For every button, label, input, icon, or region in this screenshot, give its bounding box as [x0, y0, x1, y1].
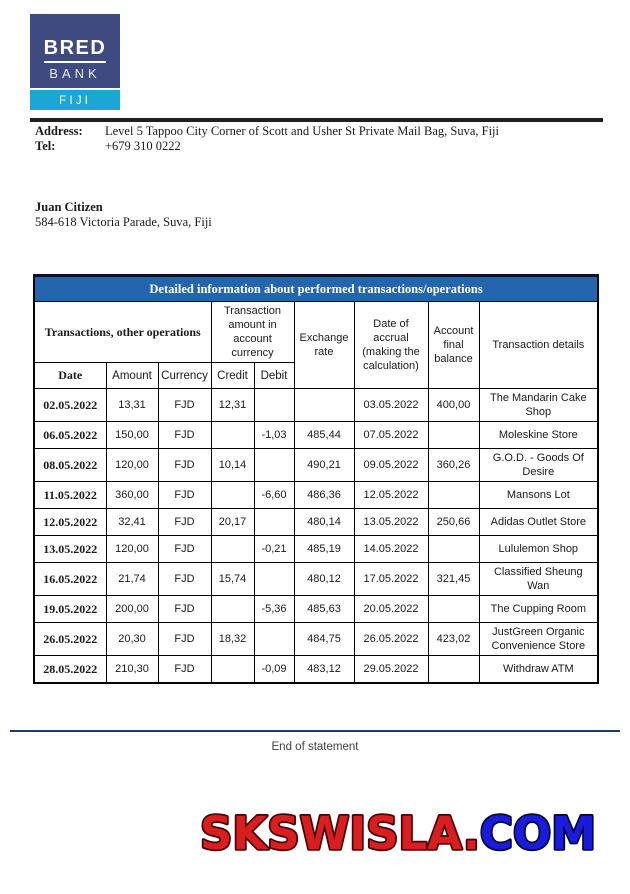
logo-brand-text: BRED [44, 38, 107, 63]
cell-final-balance [428, 422, 479, 449]
cell-date: 06.05.2022 [34, 422, 106, 449]
cell-currency: FJD [158, 536, 211, 563]
transaction-row [34, 389, 598, 422]
cell-date: 08.05.2022 [34, 449, 106, 482]
cell-debit: -6,60 [254, 482, 294, 509]
header-final-balance: Account final balance [428, 302, 479, 389]
cell-transaction-details: Mansons Lot [479, 482, 598, 509]
header-amount: Amount [106, 363, 158, 389]
cell-accrual-date: 17.05.2022 [354, 563, 428, 596]
logo-bank-text: BANK [49, 66, 101, 81]
group-header-row [34, 302, 598, 363]
cell-accrual-date: 13.05.2022 [354, 509, 428, 536]
logo-region-bar: FIJI [30, 90, 120, 110]
cell-credit [211, 656, 254, 683]
cell-currency: FJD [158, 656, 211, 683]
header-credit: Credit [211, 363, 254, 389]
transactions-body [34, 389, 598, 683]
header-divider-line [30, 118, 603, 122]
transaction-row [34, 563, 598, 596]
cell-exchange-rate: 480,14 [294, 509, 354, 536]
cell-final-balance: 360,26 [428, 449, 479, 482]
cell-transaction-details: Lululemon Shop [479, 536, 598, 563]
cell-date: 11.05.2022 [34, 482, 106, 509]
cell-amount: 150,00 [106, 422, 158, 449]
customer-block [35, 200, 212, 230]
cell-credit [211, 422, 254, 449]
cell-credit: 10,14 [211, 449, 254, 482]
cell-debit: -5,36 [254, 596, 294, 623]
cell-accrual-date: 20.05.2022 [354, 596, 428, 623]
cell-amount: 210,30 [106, 656, 158, 683]
cell-final-balance: 250,66 [428, 509, 479, 536]
address-label: Address: [35, 124, 83, 138]
header-txn-amount-group: Transaction amount in account currency [211, 302, 294, 363]
tel-row [35, 139, 595, 154]
cell-transaction-details: The Mandarin Cake Shop [479, 389, 598, 422]
cell-amount: 120,00 [106, 536, 158, 563]
cell-debit [254, 389, 294, 422]
cell-exchange-rate: 486,36 [294, 482, 354, 509]
cell-credit: 18,32 [211, 623, 254, 656]
cell-final-balance [428, 536, 479, 563]
cell-debit [254, 509, 294, 536]
transaction-row [34, 449, 598, 482]
table-title: Detailed information about performed transactions/operations [34, 276, 598, 302]
cell-final-balance [428, 596, 479, 623]
cell-amount: 13,31 [106, 389, 158, 422]
cell-final-balance: 423,02 [428, 623, 479, 656]
header-debit: Debit [254, 363, 294, 389]
cell-debit: -1,03 [254, 422, 294, 449]
cell-debit [254, 449, 294, 482]
cell-transaction-details: The Cupping Room [479, 596, 598, 623]
cell-accrual-date: 14.05.2022 [354, 536, 428, 563]
cell-accrual-date: 03.05.2022 [354, 389, 428, 422]
cell-currency: FJD [158, 509, 211, 536]
cell-debit: -0,21 [254, 536, 294, 563]
cell-transaction-details: Withdraw ATM [479, 656, 598, 683]
cell-date: 13.05.2022 [34, 536, 106, 563]
transaction-row [34, 623, 598, 656]
cell-amount: 120,00 [106, 449, 158, 482]
cell-accrual-date: 07.05.2022 [354, 422, 428, 449]
header-exchange-rate: Exchange rate [294, 302, 354, 389]
cell-transaction-details: Moleskine Store [479, 422, 598, 449]
svg-text:SKSWISLA.COM [200, 807, 596, 860]
cell-accrual-date: 09.05.2022 [354, 449, 428, 482]
customer-name: Juan Citizen [35, 200, 103, 214]
cell-currency: FJD [158, 563, 211, 596]
site-watermark [198, 795, 598, 869]
cell-date: 28.05.2022 [34, 656, 106, 683]
cell-credit [211, 482, 254, 509]
header-transaction-details: Transaction details [479, 302, 598, 389]
header-transactions-group: Transactions, other operations [34, 302, 211, 363]
cell-final-balance [428, 656, 479, 683]
logo-square [30, 14, 120, 88]
cell-accrual-date: 26.05.2022 [354, 623, 428, 656]
cell-exchange-rate: 483,12 [294, 656, 354, 683]
cell-credit: 15,74 [211, 563, 254, 596]
transactions-table [33, 274, 599, 684]
transaction-row [34, 422, 598, 449]
cell-debit [254, 623, 294, 656]
cell-transaction-details: Adidas Outlet Store [479, 509, 598, 536]
address-value: Level 5 Tappoo City Corner of Scott and Usher St Private Mail Bag, Suva, Fiji [105, 124, 499, 138]
tel-value: +679 310 0222 [105, 139, 181, 153]
cell-amount: 20,30 [106, 623, 158, 656]
cell-exchange-rate: 490,21 [294, 449, 354, 482]
transaction-row [34, 509, 598, 536]
header-accrual-date: Date of accrual (making the calculation) [354, 302, 428, 389]
cell-debit: -0,09 [254, 656, 294, 683]
table-title-row [34, 276, 598, 302]
cell-exchange-rate: 485,63 [294, 596, 354, 623]
cell-amount: 360,00 [106, 482, 158, 509]
cell-currency: FJD [158, 422, 211, 449]
header-currency: Currency [158, 363, 211, 389]
transactions-table-wrap [33, 274, 599, 684]
cell-accrual-date: 29.05.2022 [354, 656, 428, 683]
cell-debit [254, 563, 294, 596]
cell-currency: FJD [158, 482, 211, 509]
bred-bank-logo [30, 14, 120, 110]
cell-exchange-rate: 485,19 [294, 536, 354, 563]
cell-final-balance: 400,00 [428, 389, 479, 422]
cell-final-balance [428, 482, 479, 509]
cell-transaction-details: JustGreen Organic Convenience Store [479, 623, 598, 656]
cell-final-balance: 321,45 [428, 563, 479, 596]
bank-contact-block [35, 124, 595, 154]
cell-date: 02.05.2022 [34, 389, 106, 422]
watermark-blue-text: COM [479, 807, 596, 860]
transaction-row [34, 656, 598, 683]
tel-label: Tel: [35, 139, 56, 153]
footer-divider-line [10, 730, 620, 732]
cell-exchange-rate: 484,75 [294, 623, 354, 656]
cell-exchange-rate: 485,44 [294, 422, 354, 449]
cell-amount: 21,74 [106, 563, 158, 596]
cell-credit [211, 596, 254, 623]
cell-date: 16.05.2022 [34, 563, 106, 596]
cell-exchange-rate: 480,12 [294, 563, 354, 596]
cell-credit [211, 536, 254, 563]
end-of-statement-text: End of statement [271, 741, 359, 753]
customer-address: 584-618 Victoria Parade, Suva, Fiji [35, 215, 212, 229]
cell-exchange-rate [294, 389, 354, 422]
cell-currency: FJD [158, 596, 211, 623]
cell-date: 12.05.2022 [34, 509, 106, 536]
transaction-row [34, 596, 598, 623]
cell-accrual-date: 12.05.2022 [354, 482, 428, 509]
cell-currency: FJD [158, 389, 211, 422]
cell-currency: FJD [158, 623, 211, 656]
cell-credit: 12,31 [211, 389, 254, 422]
cell-currency: FJD [158, 449, 211, 482]
cell-transaction-details: Classified Sheung Wan [479, 563, 598, 596]
watermark-red-text: SKSWISLA. [200, 807, 480, 860]
cell-transaction-details: G.O.D. - Goods Of Desire [479, 449, 598, 482]
cell-amount: 32,41 [106, 509, 158, 536]
cell-date: 19.05.2022 [34, 596, 106, 623]
header-date: Date [34, 363, 106, 389]
cell-amount: 200,00 [106, 596, 158, 623]
cell-credit: 20,17 [211, 509, 254, 536]
cell-date: 26.05.2022 [34, 623, 106, 656]
transaction-row [34, 536, 598, 563]
address-row [35, 124, 595, 139]
transaction-row [34, 482, 598, 509]
